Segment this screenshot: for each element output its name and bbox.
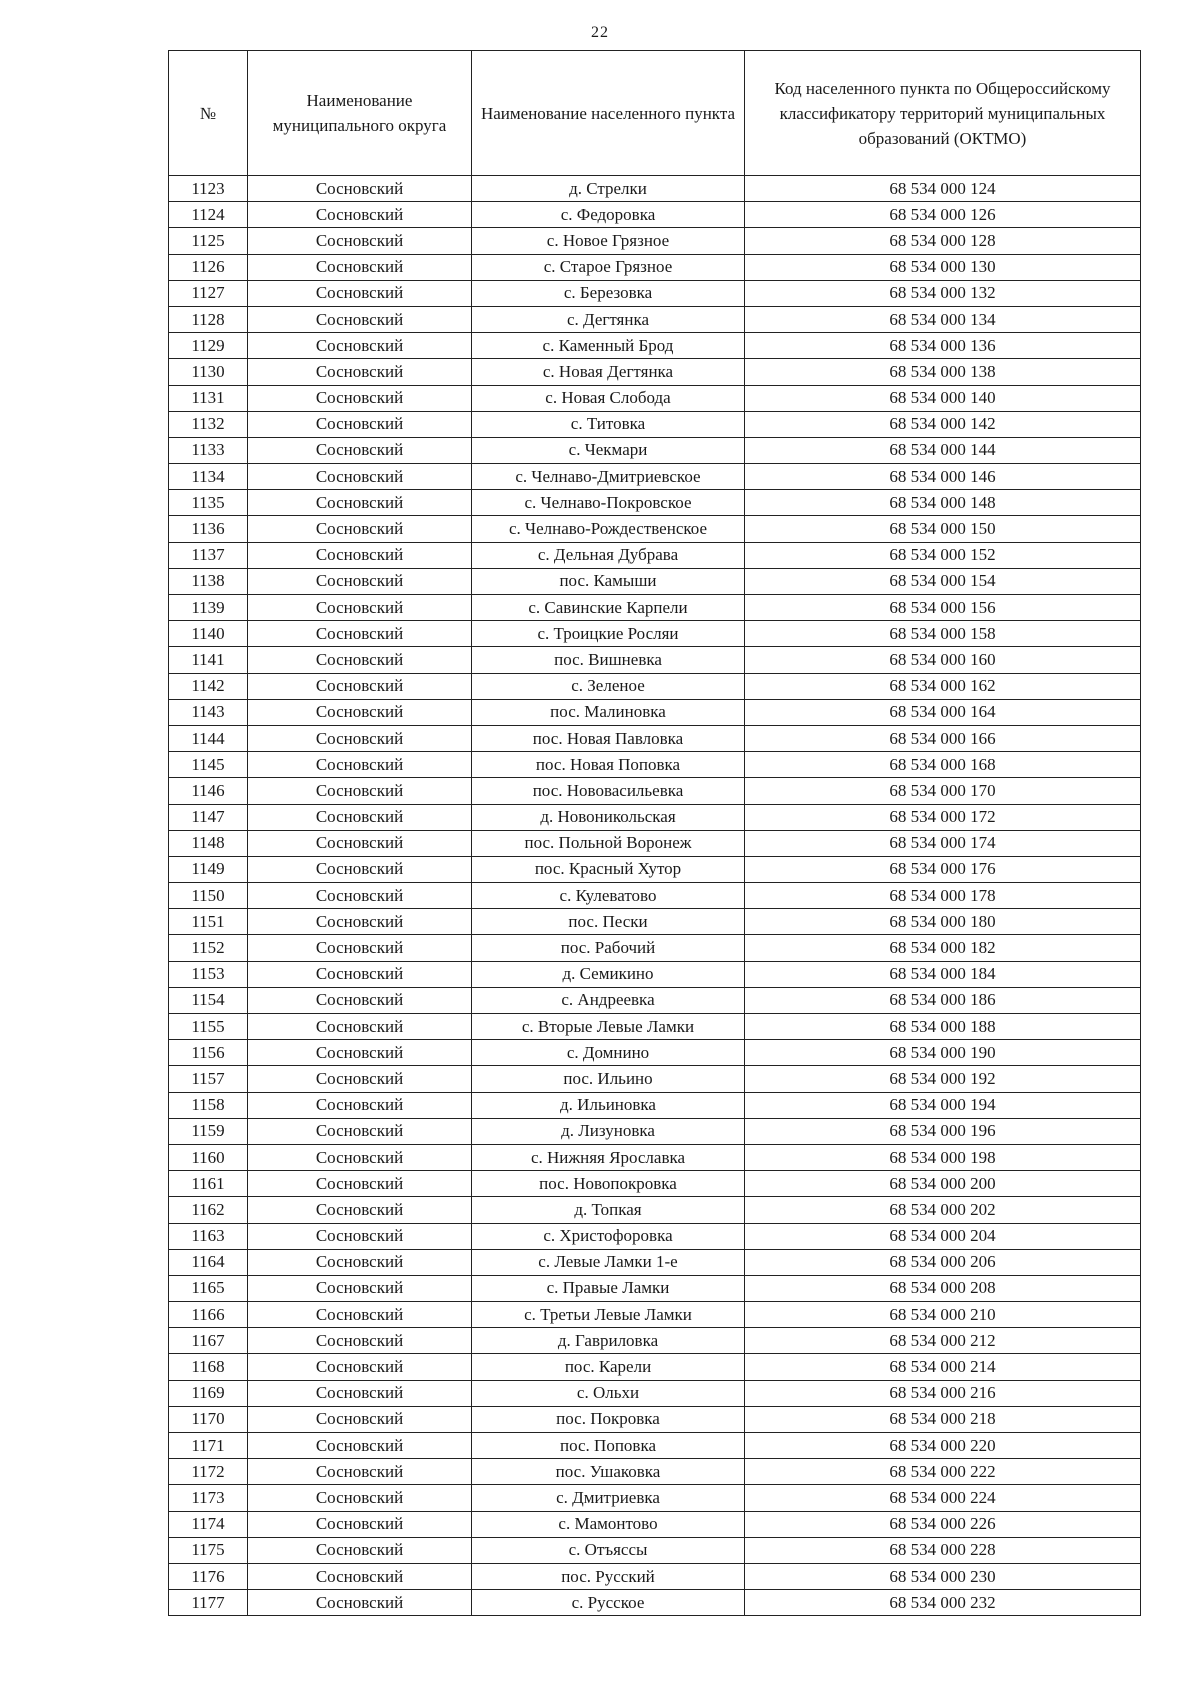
- page-number: 22: [591, 24, 609, 41]
- settlement-cell: с. Троицкие Росляи: [472, 621, 745, 647]
- oktmo-code-cell: 68 534 000 202: [745, 1197, 1141, 1223]
- oktmo-table-container: [168, 50, 1140, 1616]
- table-row: [169, 1223, 1141, 1249]
- oktmo-code-cell: 68 534 000 148: [745, 490, 1141, 516]
- district-cell: Сосновский: [248, 1328, 472, 1354]
- oktmo-code-cell: 68 534 000 124: [745, 176, 1141, 202]
- settlement-cell: с. Чекмари: [472, 437, 745, 463]
- table-row: [169, 673, 1141, 699]
- settlement-cell: с. Старое Грязное: [472, 254, 745, 280]
- settlement-cell: пос. Польной Воронеж: [472, 830, 745, 856]
- row-number-cell: 1133: [169, 437, 248, 463]
- oktmo-code-cell: 68 534 000 166: [745, 725, 1141, 751]
- oktmo-code-cell: 68 534 000 192: [745, 1066, 1141, 1092]
- table-row: [169, 987, 1141, 1013]
- district-cell: Сосновский: [248, 385, 472, 411]
- settlement-cell: с. Левые Ламки 1-е: [472, 1249, 745, 1275]
- oktmo-code-cell: 68 534 000 156: [745, 595, 1141, 621]
- table-row: [169, 359, 1141, 385]
- settlement-cell: пос. Поповка: [472, 1433, 745, 1459]
- header-number: №: [169, 51, 248, 176]
- oktmo-code-cell: 68 534 000 224: [745, 1485, 1141, 1511]
- row-number-cell: 1168: [169, 1354, 248, 1380]
- oktmo-code-cell: 68 534 000 158: [745, 621, 1141, 647]
- row-number-cell: 1140: [169, 621, 248, 647]
- district-cell: Сосновский: [248, 1406, 472, 1432]
- oktmo-code-cell: 68 534 000 132: [745, 280, 1141, 306]
- settlement-cell: с. Челнаво-Дмитриевское: [472, 464, 745, 490]
- row-number-cell: 1150: [169, 883, 248, 909]
- table-row: [169, 883, 1141, 909]
- row-number-cell: 1145: [169, 752, 248, 778]
- district-cell: Сосновский: [248, 699, 472, 725]
- district-cell: Сосновский: [248, 254, 472, 280]
- oktmo-code-cell: 68 534 000 150: [745, 516, 1141, 542]
- row-number-cell: 1135: [169, 490, 248, 516]
- row-number-cell: 1153: [169, 961, 248, 987]
- table-row: [169, 176, 1141, 202]
- settlement-cell: пос. Малиновка: [472, 699, 745, 725]
- district-cell: Сосновский: [248, 1171, 472, 1197]
- district-cell: Сосновский: [248, 1249, 472, 1275]
- settlement-cell: с. Каменный Брод: [472, 333, 745, 359]
- header-settlement: Наименование населенного пункта: [472, 51, 745, 176]
- oktmo-code-cell: 68 534 000 162: [745, 673, 1141, 699]
- oktmo-code-cell: 68 534 000 204: [745, 1223, 1141, 1249]
- row-number-cell: 1165: [169, 1275, 248, 1301]
- settlement-cell: с. Третьи Левые Ламки: [472, 1302, 745, 1328]
- oktmo-code-cell: 68 534 000 206: [745, 1249, 1141, 1275]
- table-row: [169, 1459, 1141, 1485]
- row-number-cell: 1154: [169, 987, 248, 1013]
- oktmo-code-cell: 68 534 000 182: [745, 935, 1141, 961]
- district-cell: Сосновский: [248, 621, 472, 647]
- row-number-cell: 1166: [169, 1302, 248, 1328]
- row-number-cell: 1143: [169, 699, 248, 725]
- row-number-cell: 1136: [169, 516, 248, 542]
- row-number-cell: 1147: [169, 804, 248, 830]
- oktmo-code-cell: 68 534 000 230: [745, 1563, 1141, 1589]
- table-row: [169, 1118, 1141, 1144]
- oktmo-code-cell: 68 534 000 130: [745, 254, 1141, 280]
- table-row: [169, 568, 1141, 594]
- district-cell: Сосновский: [248, 1590, 472, 1616]
- row-number-cell: 1134: [169, 464, 248, 490]
- row-number-cell: 1125: [169, 228, 248, 254]
- oktmo-code-cell: 68 534 000 136: [745, 333, 1141, 359]
- table-row: [169, 333, 1141, 359]
- district-cell: Сосновский: [248, 1066, 472, 1092]
- table-row: [169, 1171, 1141, 1197]
- oktmo-code-cell: 68 534 000 154: [745, 568, 1141, 594]
- settlement-cell: пос. Новая Поповка: [472, 752, 745, 778]
- row-number-cell: 1132: [169, 411, 248, 437]
- district-cell: Сосновский: [248, 228, 472, 254]
- oktmo-code-cell: 68 534 000 196: [745, 1118, 1141, 1144]
- table-row: [169, 1380, 1141, 1406]
- oktmo-code-cell: 68 534 000 226: [745, 1511, 1141, 1537]
- table-row: [169, 647, 1141, 673]
- settlement-cell: с. Русское: [472, 1590, 745, 1616]
- settlement-cell: д. Стрелки: [472, 176, 745, 202]
- row-number-cell: 1169: [169, 1380, 248, 1406]
- district-cell: Сосновский: [248, 464, 472, 490]
- row-number-cell: 1126: [169, 254, 248, 280]
- settlement-cell: с. Новое Грязное: [472, 228, 745, 254]
- table-row: [169, 1066, 1141, 1092]
- table-row: [169, 464, 1141, 490]
- district-cell: Сосновский: [248, 1511, 472, 1537]
- table-row: [169, 202, 1141, 228]
- table-row: [169, 1511, 1141, 1537]
- settlement-cell: д. Новоникольская: [472, 804, 745, 830]
- table-row: [169, 830, 1141, 856]
- settlement-cell: д. Лизуновка: [472, 1118, 745, 1144]
- oktmo-code-cell: 68 534 000 180: [745, 909, 1141, 935]
- settlement-cell: пос. Нововасильевка: [472, 778, 745, 804]
- row-number-cell: 1149: [169, 856, 248, 882]
- table-row: [169, 306, 1141, 332]
- oktmo-code-cell: 68 534 000 198: [745, 1144, 1141, 1170]
- oktmo-table: [168, 50, 1141, 1616]
- settlement-cell: пос. Русский: [472, 1563, 745, 1589]
- table-row: [169, 385, 1141, 411]
- settlement-cell: с. Андреевка: [472, 987, 745, 1013]
- district-cell: Сосновский: [248, 542, 472, 568]
- row-number-cell: 1155: [169, 1014, 248, 1040]
- settlement-cell: с. Домнино: [472, 1040, 745, 1066]
- settlement-cell: с. Мамонтово: [472, 1511, 745, 1537]
- district-cell: Сосновский: [248, 437, 472, 463]
- district-cell: Сосновский: [248, 176, 472, 202]
- settlement-cell: с. Березовка: [472, 280, 745, 306]
- district-cell: Сосновский: [248, 333, 472, 359]
- district-cell: Сосновский: [248, 595, 472, 621]
- settlement-cell: пос. Ильино: [472, 1066, 745, 1092]
- district-cell: Сосновский: [248, 516, 472, 542]
- settlement-cell: с. Зеленое: [472, 673, 745, 699]
- row-number-cell: 1138: [169, 568, 248, 594]
- table-row: [169, 542, 1141, 568]
- settlement-cell: пос. Рабочий: [472, 935, 745, 961]
- settlement-cell: пос. Вишневка: [472, 647, 745, 673]
- district-cell: Сосновский: [248, 725, 472, 751]
- oktmo-code-cell: 68 534 000 212: [745, 1328, 1141, 1354]
- settlement-cell: с. Дмитриевка: [472, 1485, 745, 1511]
- district-cell: Сосновский: [248, 804, 472, 830]
- district-cell: Сосновский: [248, 280, 472, 306]
- district-cell: Сосновский: [248, 778, 472, 804]
- row-number-cell: 1159: [169, 1118, 248, 1144]
- oktmo-code-cell: 68 534 000 228: [745, 1537, 1141, 1563]
- district-cell: Сосновский: [248, 411, 472, 437]
- oktmo-code-cell: 68 534 000 170: [745, 778, 1141, 804]
- row-number-cell: 1130: [169, 359, 248, 385]
- table-row: [169, 778, 1141, 804]
- settlement-cell: д. Топкая: [472, 1197, 745, 1223]
- district-cell: Сосновский: [248, 1302, 472, 1328]
- row-number-cell: 1137: [169, 542, 248, 568]
- table-row: [169, 935, 1141, 961]
- table-row: [169, 1040, 1141, 1066]
- row-number-cell: 1163: [169, 1223, 248, 1249]
- oktmo-code-cell: 68 534 000 178: [745, 883, 1141, 909]
- settlement-cell: д. Гавриловка: [472, 1328, 745, 1354]
- oktmo-code-cell: 68 534 000 194: [745, 1092, 1141, 1118]
- settlement-cell: с. Ольхи: [472, 1380, 745, 1406]
- district-cell: Сосновский: [248, 647, 472, 673]
- district-cell: Сосновский: [248, 1380, 472, 1406]
- row-number-cell: 1141: [169, 647, 248, 673]
- district-cell: Сосновский: [248, 1014, 472, 1040]
- district-cell: Сосновский: [248, 1275, 472, 1301]
- district-cell: Сосновский: [248, 673, 472, 699]
- row-number-cell: 1128: [169, 306, 248, 332]
- row-number-cell: 1161: [169, 1171, 248, 1197]
- table-row: [169, 411, 1141, 437]
- table-row: [169, 280, 1141, 306]
- settlement-cell: с. Федоровка: [472, 202, 745, 228]
- district-cell: Сосновский: [248, 856, 472, 882]
- oktmo-code-cell: 68 534 000 138: [745, 359, 1141, 385]
- row-number-cell: 1162: [169, 1197, 248, 1223]
- row-number-cell: 1148: [169, 830, 248, 856]
- district-cell: Сосновский: [248, 1040, 472, 1066]
- oktmo-code-cell: 68 534 000 144: [745, 437, 1141, 463]
- settlement-cell: с. Челнаво-Рождественское: [472, 516, 745, 542]
- oktmo-code-cell: 68 534 000 174: [745, 830, 1141, 856]
- row-number-cell: 1124: [169, 202, 248, 228]
- row-number-cell: 1152: [169, 935, 248, 961]
- table-row: [169, 1092, 1141, 1118]
- table-row: [169, 699, 1141, 725]
- settlement-cell: с. Отъяссы: [472, 1537, 745, 1563]
- row-number-cell: 1171: [169, 1433, 248, 1459]
- district-cell: Сосновский: [248, 202, 472, 228]
- oktmo-code-cell: 68 534 000 126: [745, 202, 1141, 228]
- row-number-cell: 1139: [169, 595, 248, 621]
- district-cell: Сосновский: [248, 359, 472, 385]
- settlement-cell: с. Нижняя Ярославка: [472, 1144, 745, 1170]
- district-cell: Сосновский: [248, 1354, 472, 1380]
- table-row: [169, 621, 1141, 647]
- table-row: [169, 1563, 1141, 1589]
- settlement-cell: д. Ильиновка: [472, 1092, 745, 1118]
- oktmo-code-cell: 68 534 000 172: [745, 804, 1141, 830]
- table-row: [169, 228, 1141, 254]
- table-row: [169, 1433, 1141, 1459]
- table-body: [169, 176, 1141, 1616]
- table-row: [169, 1275, 1141, 1301]
- header-district: Наименование муниципального округа: [248, 51, 472, 176]
- row-number-cell: 1129: [169, 333, 248, 359]
- oktmo-code-cell: 68 534 000 184: [745, 961, 1141, 987]
- settlement-cell: с. Вторые Левые Ламки: [472, 1014, 745, 1040]
- row-number-cell: 1176: [169, 1563, 248, 1589]
- table-row: [169, 856, 1141, 882]
- row-number-cell: 1173: [169, 1485, 248, 1511]
- table-row: [169, 1354, 1141, 1380]
- table-row: [169, 1144, 1141, 1170]
- settlement-cell: с. Челнаво-Покровское: [472, 490, 745, 516]
- district-cell: Сосновский: [248, 1537, 472, 1563]
- settlement-cell: с. Титовка: [472, 411, 745, 437]
- table-row: [169, 1197, 1141, 1223]
- district-cell: Сосновский: [248, 1459, 472, 1485]
- oktmo-code-cell: 68 534 000 152: [745, 542, 1141, 568]
- settlement-cell: пос. Новая Павловка: [472, 725, 745, 751]
- row-number-cell: 1146: [169, 778, 248, 804]
- district-cell: Сосновский: [248, 1118, 472, 1144]
- oktmo-code-cell: 68 534 000 134: [745, 306, 1141, 332]
- settlement-cell: с. Новая Слобода: [472, 385, 745, 411]
- oktmo-code-cell: 68 534 000 222: [745, 1459, 1141, 1485]
- settlement-cell: пос. Красный Хутор: [472, 856, 745, 882]
- table-row: [169, 1014, 1141, 1040]
- settlement-cell: пос. Камыши: [472, 568, 745, 594]
- district-cell: Сосновский: [248, 1485, 472, 1511]
- oktmo-code-cell: 68 534 000 190: [745, 1040, 1141, 1066]
- row-number-cell: 1127: [169, 280, 248, 306]
- table-row: [169, 1590, 1141, 1616]
- oktmo-code-cell: 68 534 000 140: [745, 385, 1141, 411]
- settlement-cell: с. Христофоровка: [472, 1223, 745, 1249]
- district-cell: Сосновский: [248, 306, 472, 332]
- row-number-cell: 1160: [169, 1144, 248, 1170]
- row-number-cell: 1142: [169, 673, 248, 699]
- oktmo-code-cell: 68 534 000 188: [745, 1014, 1141, 1040]
- settlement-cell: с. Дельная Дубрава: [472, 542, 745, 568]
- table-row: [169, 490, 1141, 516]
- table-row: [169, 1537, 1141, 1563]
- oktmo-code-cell: 68 534 000 200: [745, 1171, 1141, 1197]
- row-number-cell: 1177: [169, 1590, 248, 1616]
- table-row: [169, 804, 1141, 830]
- oktmo-code-cell: 68 534 000 186: [745, 987, 1141, 1013]
- district-cell: Сосновский: [248, 987, 472, 1013]
- settlement-cell: пос. Карели: [472, 1354, 745, 1380]
- row-number-cell: 1123: [169, 176, 248, 202]
- table-row: [169, 1485, 1141, 1511]
- district-cell: Сосновский: [248, 883, 472, 909]
- row-number-cell: 1164: [169, 1249, 248, 1275]
- table-row: [169, 752, 1141, 778]
- settlement-cell: пос. Покровка: [472, 1406, 745, 1432]
- header-row: [169, 51, 1141, 176]
- oktmo-code-cell: 68 534 000 142: [745, 411, 1141, 437]
- settlement-cell: д. Семикино: [472, 961, 745, 987]
- row-number-cell: 1167: [169, 1328, 248, 1354]
- district-cell: Сосновский: [248, 1197, 472, 1223]
- oktmo-code-cell: 68 534 000 168: [745, 752, 1141, 778]
- district-cell: Сосновский: [248, 909, 472, 935]
- district-cell: Сосновский: [248, 1563, 472, 1589]
- row-number-cell: 1131: [169, 385, 248, 411]
- oktmo-code-cell: 68 534 000 128: [745, 228, 1141, 254]
- settlement-cell: с. Дегтянка: [472, 306, 745, 332]
- district-cell: Сосновский: [248, 935, 472, 961]
- table-row: [169, 1249, 1141, 1275]
- table-row: [169, 909, 1141, 935]
- header-oktmo-code: Код населенного пункта по Общероссийскому классификатору территорий муниципальных образований (ОКТМО): [745, 51, 1141, 176]
- table-row: [169, 437, 1141, 463]
- row-number-cell: 1174: [169, 1511, 248, 1537]
- settlement-cell: с. Правые Ламки: [472, 1275, 745, 1301]
- settlement-cell: пос. Ушаковка: [472, 1459, 745, 1485]
- settlement-cell: пос. Пески: [472, 909, 745, 935]
- table-row: [169, 254, 1141, 280]
- oktmo-code-cell: 68 534 000 220: [745, 1433, 1141, 1459]
- oktmo-code-cell: 68 534 000 146: [745, 464, 1141, 490]
- district-cell: Сосновский: [248, 830, 472, 856]
- district-cell: Сосновский: [248, 1433, 472, 1459]
- oktmo-code-cell: 68 534 000 214: [745, 1354, 1141, 1380]
- table-row: [169, 595, 1141, 621]
- row-number-cell: 1172: [169, 1459, 248, 1485]
- oktmo-code-cell: 68 534 000 176: [745, 856, 1141, 882]
- settlement-cell: пос. Новопокровка: [472, 1171, 745, 1197]
- row-number-cell: 1144: [169, 725, 248, 751]
- oktmo-code-cell: 68 534 000 160: [745, 647, 1141, 673]
- oktmo-code-cell: 68 534 000 216: [745, 1380, 1141, 1406]
- oktmo-code-cell: 68 534 000 164: [745, 699, 1141, 725]
- settlement-cell: с. Новая Дегтянка: [472, 359, 745, 385]
- table-row: [169, 1328, 1141, 1354]
- district-cell: Сосновский: [248, 568, 472, 594]
- table-row: [169, 516, 1141, 542]
- row-number-cell: 1158: [169, 1092, 248, 1118]
- district-cell: Сосновский: [248, 752, 472, 778]
- district-cell: Сосновский: [248, 490, 472, 516]
- row-number-cell: 1156: [169, 1040, 248, 1066]
- oktmo-code-cell: 68 534 000 208: [745, 1275, 1141, 1301]
- table-row: [169, 1302, 1141, 1328]
- district-cell: Сосновский: [248, 1144, 472, 1170]
- table-row: [169, 961, 1141, 987]
- row-number-cell: 1175: [169, 1537, 248, 1563]
- district-cell: Сосновский: [248, 961, 472, 987]
- row-number-cell: 1170: [169, 1406, 248, 1432]
- district-cell: Сосновский: [248, 1223, 472, 1249]
- settlement-cell: с. Кулеватово: [472, 883, 745, 909]
- table-row: [169, 1406, 1141, 1432]
- table-header: [169, 51, 1141, 176]
- table-row: [169, 725, 1141, 751]
- settlement-cell: с. Савинские Карпели: [472, 595, 745, 621]
- oktmo-code-cell: 68 534 000 232: [745, 1590, 1141, 1616]
- row-number-cell: 1151: [169, 909, 248, 935]
- oktmo-code-cell: 68 534 000 218: [745, 1406, 1141, 1432]
- row-number-cell: 1157: [169, 1066, 248, 1092]
- district-cell: Сосновский: [248, 1092, 472, 1118]
- oktmo-code-cell: 68 534 000 210: [745, 1302, 1141, 1328]
